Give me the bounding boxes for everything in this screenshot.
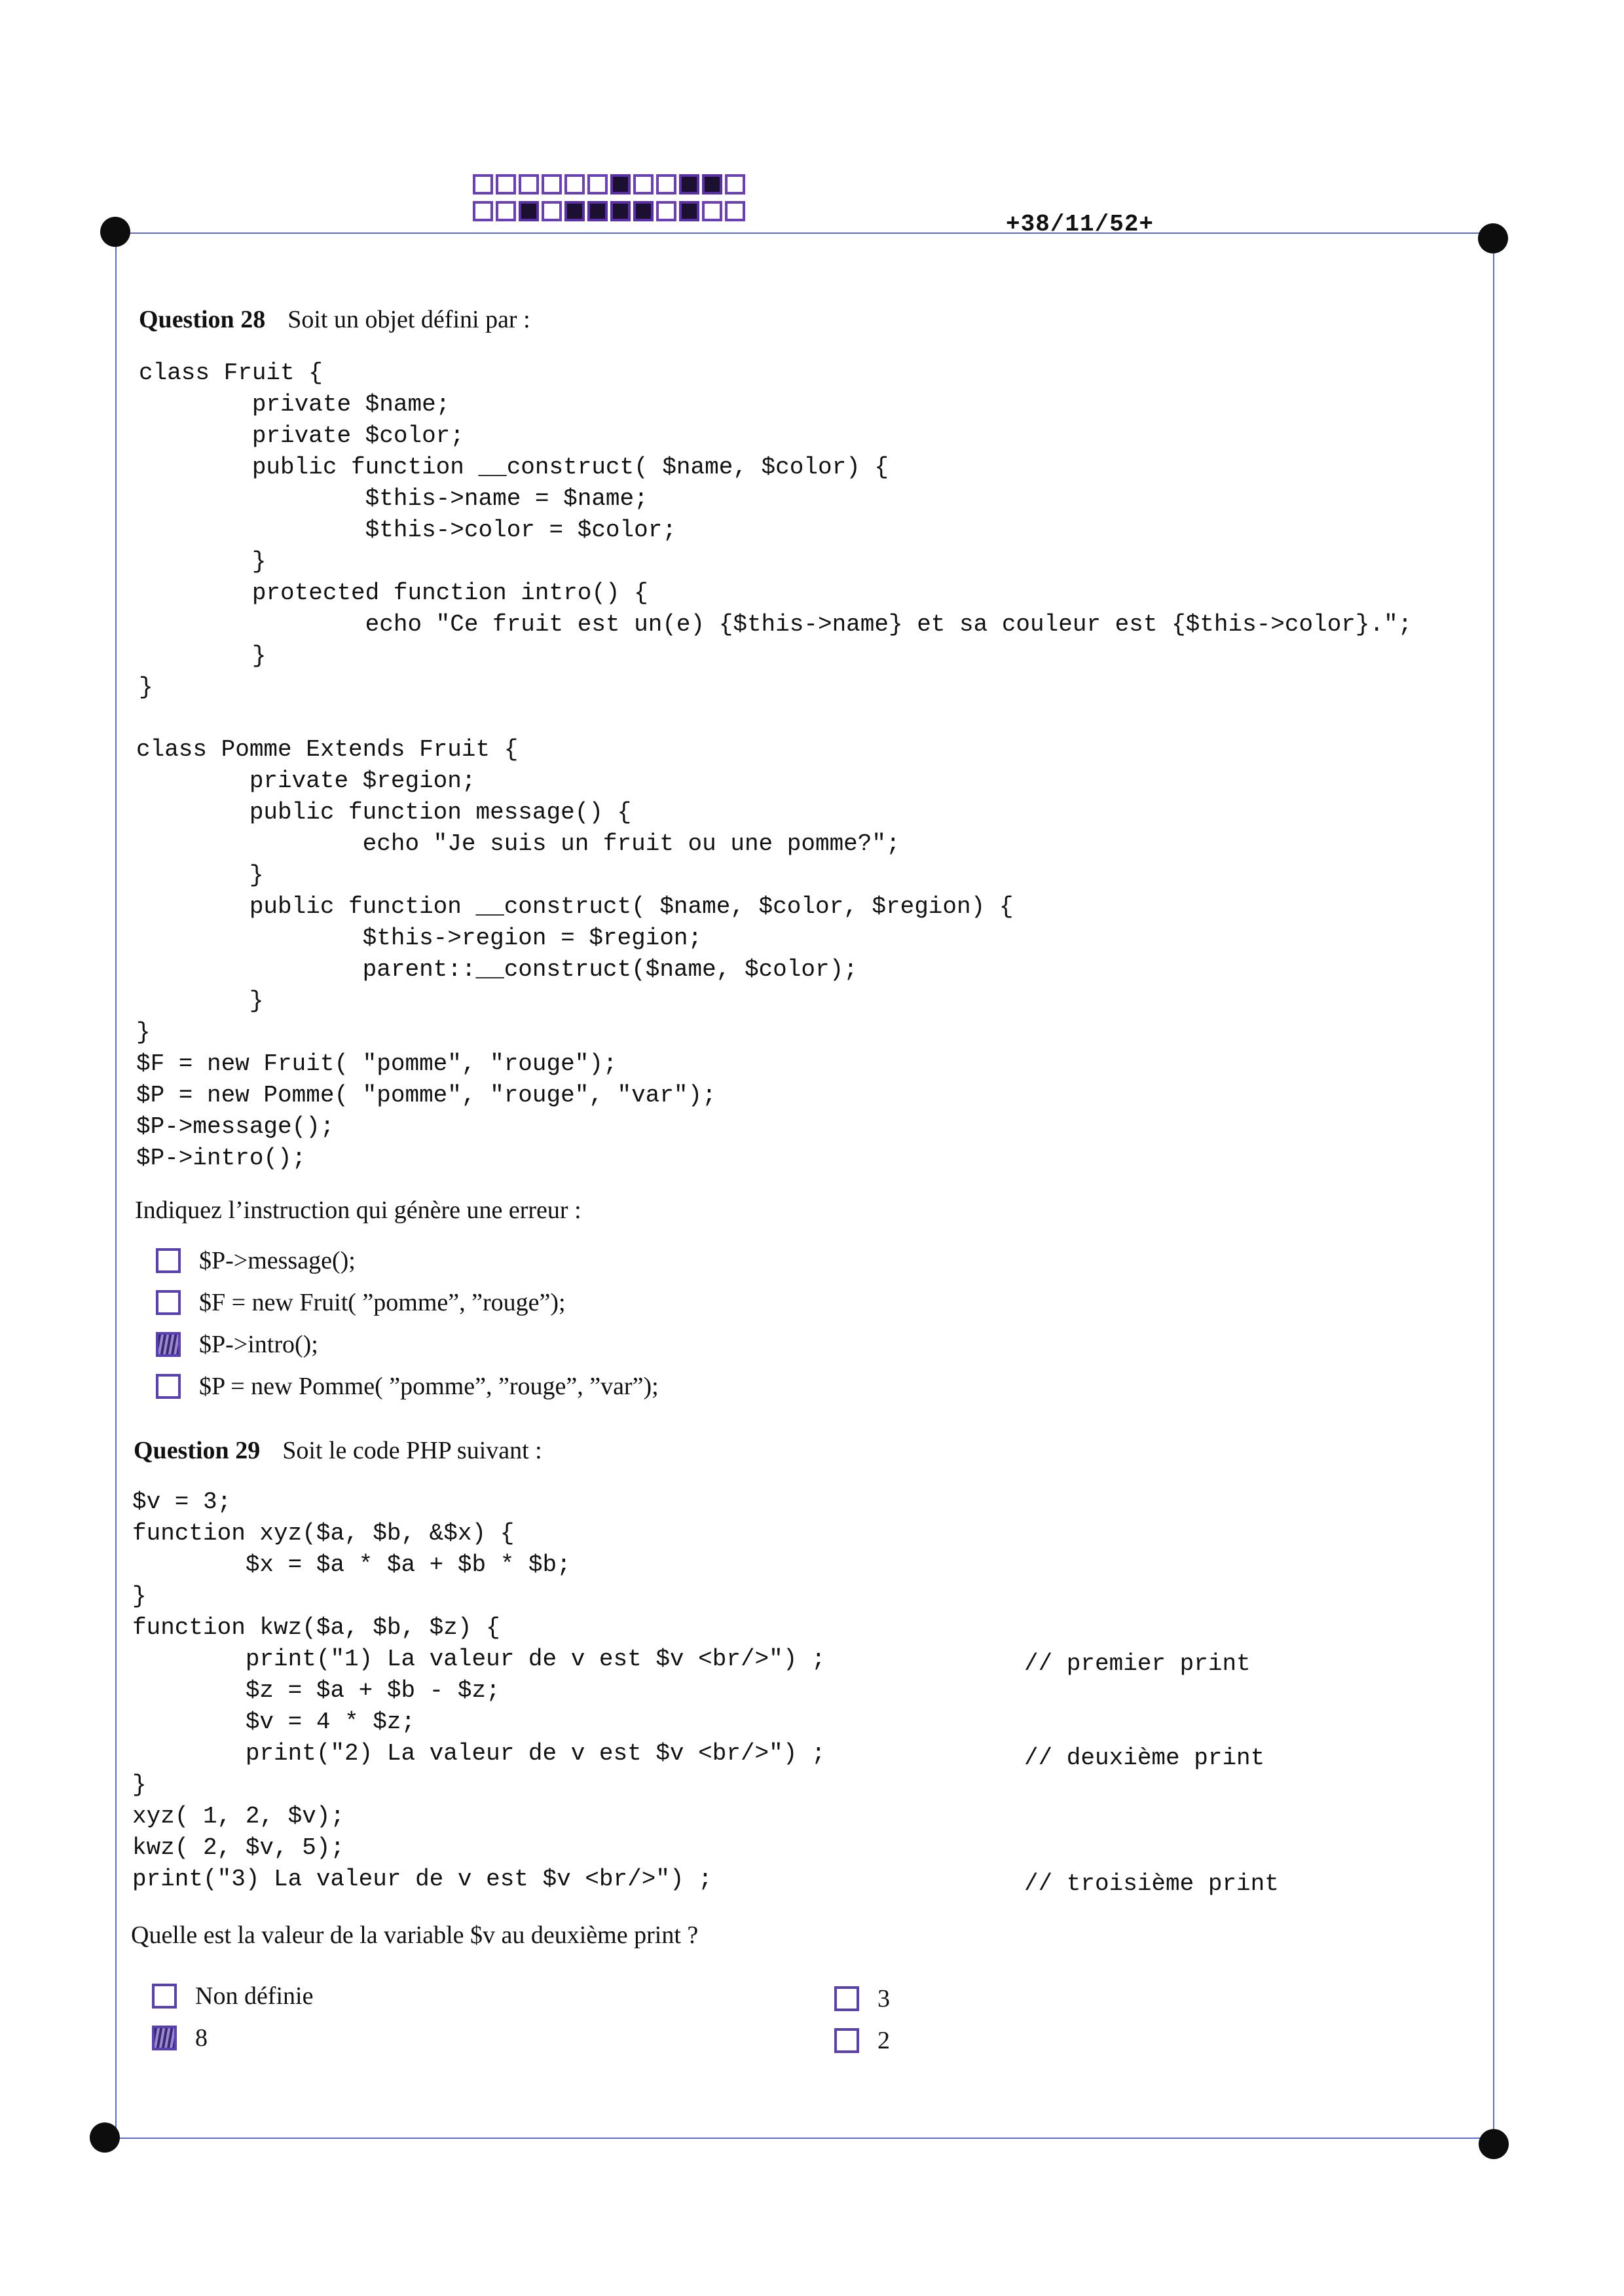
- barcode-cell-empty: [656, 174, 676, 194]
- comment-first-print: // premier print: [1024, 1650, 1251, 1677]
- frame-bottom-line: [105, 2138, 1494, 2139]
- question-intro: Soit le code PHP suivant :: [282, 1437, 542, 1464]
- answer-option[interactable]: [156, 1246, 356, 1275]
- question-29-prompt: Quelle est la valeur de la variable $v au deuxième print ?: [131, 1921, 699, 1949]
- barcode-cell-filled: [610, 174, 631, 194]
- barcode-cell-empty: [496, 174, 516, 194]
- checkbox[interactable]: [152, 1984, 177, 2009]
- barcode-cell-filled: [610, 201, 631, 221]
- registration-mark-top-left: [100, 217, 130, 247]
- barcode-cell-empty: [542, 174, 562, 194]
- barcode-cell-filled: [679, 174, 699, 194]
- barcode-row: [473, 174, 745, 194]
- answer-label: $P = new Pomme( ”pomme”, ”rouge”, ”var”);: [199, 1373, 659, 1400]
- barcode-cell-filled: [679, 201, 699, 221]
- checkbox-checked[interactable]: [152, 2026, 177, 2050]
- barcode-cell-filled: [564, 201, 585, 221]
- answer-option[interactable]: [834, 1984, 890, 2013]
- barcode-cell-empty: [473, 201, 493, 221]
- code-block-php-variables: $v = 3; function xyz($a, $b, &$x) { $x = $a * $a + $b * $b; } function kwz($a, $b, $z) { print("1) La valeur de v est $v <br/>") ; $z = $a + $b - $z; $v = 4 * $z; print("2) La valeur de v est $v <br/>") ; } xyz( 1, 2, $v); kwz( 2, $v, 5); print("3) La valeur de v est $v <br/>") ;: [132, 1489, 826, 1893]
- barcode-cell-empty: [725, 174, 745, 194]
- barcode-cell-empty: [519, 174, 539, 194]
- registration-mark-top-right: [1478, 223, 1508, 253]
- barcode-row: [473, 201, 745, 221]
- answer-option[interactable]: [156, 1330, 318, 1359]
- answer-option[interactable]: [156, 1372, 659, 1401]
- barcode-cell-empty: [725, 201, 745, 221]
- barcode-cell-filled: [633, 201, 654, 221]
- checkbox[interactable]: [834, 1986, 859, 2011]
- answer-label: 2: [877, 2027, 890, 2054]
- answer-label: $P->message();: [199, 1247, 356, 1274]
- sheet-barcode: [473, 174, 745, 228]
- question-28-prompt: Indiquez l’instruction qui génère une erreur :: [135, 1196, 581, 1224]
- code-block-fruit-class: class Fruit { private $name; private $color; public function __construct( $name, $color) { $this->name = $name; $this->color = $color; } protected function intro() { echo "Ce fruit est un(e) {$this->name} et sa couleur est {$this->color}."; } }: [139, 360, 1412, 701]
- barcode-cell-empty: [702, 201, 722, 221]
- barcode-cell-empty: [496, 201, 516, 221]
- answer-option[interactable]: [834, 2026, 890, 2055]
- barcode-cell-empty: [473, 174, 493, 194]
- barcode-cell-filled: [587, 201, 608, 221]
- answer-option[interactable]: [152, 1982, 313, 2010]
- registration-mark-bottom-left: [90, 2122, 120, 2153]
- comment-third-print: // troisième print: [1024, 1870, 1279, 1897]
- answer-option[interactable]: [152, 2024, 208, 2052]
- question-number: Question 29: [134, 1437, 261, 1464]
- barcode-cell-empty: [587, 174, 608, 194]
- answer-label: 3: [877, 1985, 890, 2012]
- registration-mark-bottom-right: [1479, 2129, 1509, 2159]
- answer-option[interactable]: [156, 1288, 566, 1317]
- question-intro: Soit un objet défini par :: [287, 306, 530, 333]
- checkbox-checked[interactable]: [156, 1332, 181, 1357]
- checkbox[interactable]: [156, 1374, 181, 1399]
- page-id: +38/11/52+: [1006, 211, 1154, 238]
- frame-top-line: [115, 232, 1494, 234]
- barcode-cell-empty: [542, 201, 562, 221]
- barcode-cell-empty: [656, 201, 676, 221]
- answer-label: $P->intro();: [199, 1331, 318, 1358]
- question-number: Question 28: [139, 306, 266, 333]
- comment-second-print: // deuxième print: [1024, 1745, 1265, 1771]
- question-28-header: [139, 305, 530, 334]
- answer-label: Non définie: [195, 1982, 314, 2010]
- checkbox[interactable]: [834, 2028, 859, 2053]
- checkbox[interactable]: [156, 1290, 181, 1315]
- barcode-cell-filled: [519, 201, 539, 221]
- barcode-cell-filled: [702, 174, 722, 194]
- checkbox[interactable]: [156, 1248, 181, 1273]
- barcode-cell-empty: [564, 174, 585, 194]
- question-29-header: [134, 1436, 542, 1465]
- code-block-pomme-class: class Pomme Extends Fruit { private $region; public function message() { echo "Je suis un fruit ou une pomme?"; } public function __construct( $name, $color, $region) { $this->region = $region; parent::__construct($name, $color); } } $F = new Fruit( "pomme", "rouge"); $P = new Pomme( "pomme", "rouge", "var"); $P->message(); $P->intro();: [136, 736, 1014, 1172]
- frame-left-line: [115, 232, 117, 2137]
- answer-label: 8: [195, 2024, 208, 2052]
- frame-right-line: [1493, 232, 1494, 2143]
- barcode-cell-empty: [633, 174, 654, 194]
- answer-label: $F = new Fruit( ”pomme”, ”rouge”);: [199, 1289, 566, 1316]
